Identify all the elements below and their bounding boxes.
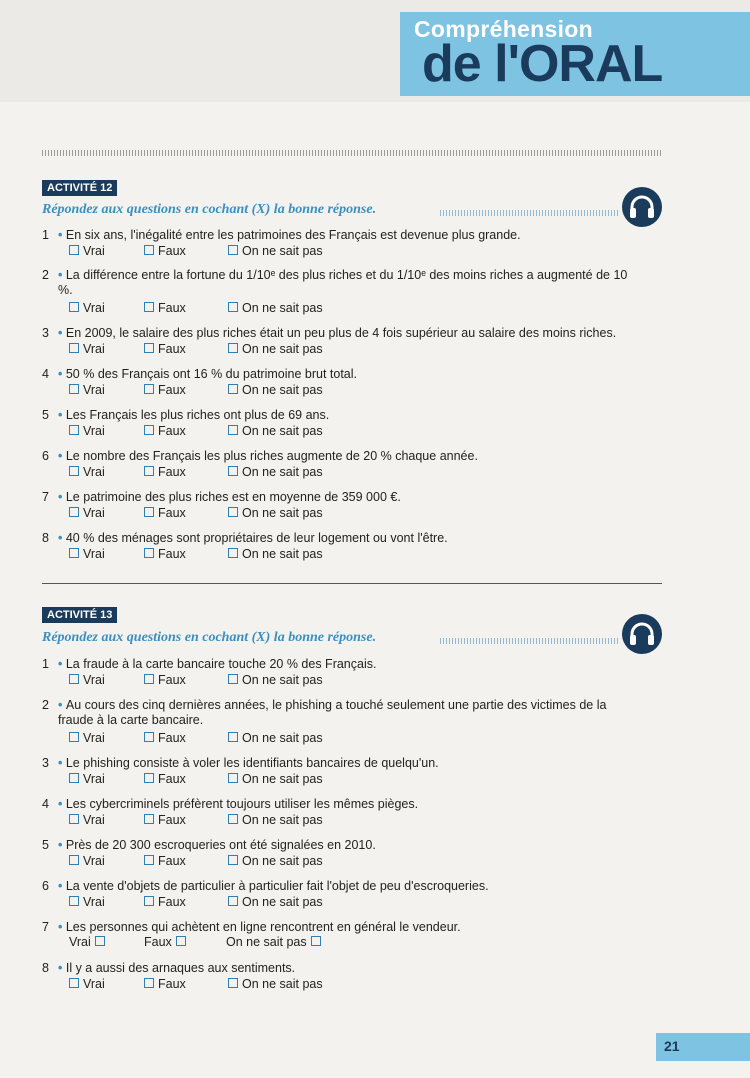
question-text	[58, 531, 633, 546]
question-text-content: Les cybercriminels préfèrent toujours utiliser les mêmes pièges.	[65, 797, 419, 811]
page-number: 21	[664, 1038, 680, 1054]
question-text	[58, 268, 633, 298]
activity-13-instruction: Répondez aux questions en cochant (X) la bonne réponse.	[42, 630, 377, 645]
question	[42, 879, 633, 894]
checkbox-icon[interactable]	[144, 466, 154, 476]
question	[42, 449, 633, 464]
top-divider	[42, 150, 662, 156]
checkbox-icon[interactable]	[228, 732, 238, 742]
option-nsp[interactable]	[228, 772, 323, 786]
section-separator	[42, 583, 662, 584]
checkbox-icon[interactable]	[144, 732, 154, 742]
option-vrai[interactable]	[69, 854, 105, 868]
option-faux[interactable]	[144, 895, 186, 909]
question-text	[58, 920, 633, 935]
option-nsp[interactable]	[228, 465, 323, 479]
option-label: Vrai	[83, 813, 105, 827]
option-faux[interactable]	[144, 935, 190, 949]
option-vrai[interactable]	[69, 301, 105, 315]
question-number: 5	[42, 838, 49, 852]
checkbox-icon[interactable]	[69, 425, 79, 435]
option-vrai[interactable]	[69, 342, 105, 356]
question	[42, 531, 633, 546]
checkbox-icon[interactable]	[69, 674, 79, 684]
option-nsp[interactable]	[228, 424, 323, 438]
checkbox-icon[interactable]	[228, 245, 238, 255]
option-nsp[interactable]	[228, 673, 323, 687]
bullet-dot: •	[58, 838, 66, 852]
option-faux[interactable]	[144, 977, 186, 991]
question-text-content: Le phishing consiste à voler les identifiants bancaires de quelqu'un.	[65, 756, 439, 770]
option-label: Faux	[158, 854, 186, 868]
option-label: On ne sait pas	[242, 383, 323, 397]
question-number: 7	[42, 920, 49, 934]
option-label: Faux	[158, 977, 186, 991]
option-label: Vrai	[83, 506, 105, 520]
question-number: 8	[42, 961, 49, 975]
question	[42, 920, 633, 935]
option-vrai[interactable]	[69, 424, 105, 438]
checkbox-icon[interactable]	[228, 978, 238, 988]
option-label: On ne sait pas	[242, 342, 323, 356]
option-label: Vrai	[69, 935, 91, 949]
option-label: Vrai	[83, 424, 105, 438]
bullet-dot: •	[58, 408, 66, 422]
checkbox-icon[interactable]	[228, 384, 238, 394]
option-label: Faux	[158, 383, 186, 397]
question-number: 3	[42, 326, 49, 340]
checkbox-icon[interactable]	[69, 978, 79, 988]
question-text-content: Le patrimoine des plus riches est en moyenne de 359 000 €.	[65, 490, 401, 504]
option-label: Vrai	[83, 547, 105, 561]
checkbox-icon[interactable]	[144, 896, 154, 906]
bullet-dot: •	[58, 268, 66, 282]
checkbox-icon[interactable]	[144, 773, 154, 783]
option-faux[interactable]	[144, 342, 186, 356]
checkbox-icon[interactable]	[69, 814, 79, 824]
checkbox-icon[interactable]	[69, 548, 79, 558]
question-text-content: En 2009, le salaire des plus riches était un peu plus de 4 fois supérieur au salaire des moins riches.	[65, 326, 617, 340]
option-faux[interactable]	[144, 673, 186, 687]
option-label: Vrai	[83, 731, 105, 745]
checkbox-icon[interactable]	[228, 548, 238, 558]
bullet-dot: •	[58, 326, 66, 340]
question-text-content: En six ans, l'inégalité entre les patrimoines des Français est devenue plus grande.	[65, 228, 521, 242]
option-vrai[interactable]	[69, 673, 105, 687]
question-text	[58, 326, 633, 341]
option-vrai[interactable]	[69, 731, 105, 745]
option-faux[interactable]	[144, 301, 186, 315]
question-number: 4	[42, 797, 49, 811]
checkbox-icon[interactable]	[311, 936, 321, 946]
question-text-content: Près de 20 300 escroqueries ont été signalées en 2010.	[65, 838, 376, 852]
option-label: On ne sait pas	[242, 673, 323, 687]
checkbox-icon[interactable]	[144, 548, 154, 558]
option-nsp[interactable]	[228, 813, 323, 827]
checkbox-icon[interactable]	[144, 814, 154, 824]
question	[42, 228, 633, 243]
checkbox-icon[interactable]	[144, 855, 154, 865]
option-label: Vrai	[83, 244, 105, 258]
question-text	[58, 961, 633, 976]
checkbox-icon[interactable]	[144, 425, 154, 435]
instruction-hatch	[440, 638, 618, 644]
option-label: Faux	[158, 813, 186, 827]
option-label: Faux	[158, 465, 186, 479]
question-number: 8	[42, 531, 49, 545]
option-label: Faux	[158, 301, 186, 315]
question-text-content: 40 % des ménages sont propriétaires de leur logement ou vont l'être.	[65, 531, 448, 545]
question-text-content: La fraude à la carte bancaire touche 20 % des Français.	[65, 657, 377, 671]
option-nsp[interactable]	[228, 301, 323, 315]
option-nsp[interactable]	[228, 506, 323, 520]
option-label: Vrai	[83, 465, 105, 479]
question	[42, 326, 633, 341]
question-text	[58, 657, 633, 672]
question-text	[58, 698, 633, 728]
checkbox-icon[interactable]	[69, 896, 79, 906]
option-label: Vrai	[83, 301, 105, 315]
question-text-content: Le nombre des Français les plus riches augmente de 20 % chaque année.	[65, 449, 478, 463]
headphones-icon	[622, 187, 662, 227]
question	[42, 756, 633, 771]
bullet-dot: •	[58, 920, 66, 934]
option-faux[interactable]	[144, 506, 186, 520]
checkbox-icon[interactable]	[144, 384, 154, 394]
option-vrai[interactable]	[69, 465, 105, 479]
checkbox-icon[interactable]	[176, 936, 186, 946]
question	[42, 490, 633, 505]
question-number: 5	[42, 408, 49, 422]
checkbox-icon[interactable]	[228, 343, 238, 353]
activity-12-label: ACTIVITÉ 12	[42, 180, 117, 196]
checkbox-icon[interactable]	[228, 773, 238, 783]
question-text	[58, 228, 633, 243]
question	[42, 408, 633, 423]
option-label: Faux	[158, 506, 186, 520]
option-faux[interactable]	[144, 813, 186, 827]
option-label: Vrai	[83, 772, 105, 786]
option-faux[interactable]	[144, 383, 186, 397]
option-label: On ne sait pas	[242, 301, 323, 315]
question-number: 1	[42, 228, 49, 242]
option-label: Faux	[158, 547, 186, 561]
bullet-dot: •	[58, 657, 66, 671]
option-label: On ne sait pas	[242, 977, 323, 991]
question-text	[58, 879, 633, 894]
question-text-content: Les Français les plus riches ont plus de 69 ans.	[65, 408, 330, 422]
question	[42, 961, 633, 976]
headphones-icon	[622, 614, 662, 654]
option-label: On ne sait pas	[226, 935, 307, 949]
option-label: On ne sait pas	[242, 813, 323, 827]
question-number: 4	[42, 367, 49, 381]
option-nsp[interactable]	[226, 935, 325, 949]
checkbox-icon[interactable]	[144, 343, 154, 353]
checkbox-icon[interactable]	[144, 674, 154, 684]
option-faux[interactable]	[144, 547, 186, 561]
option-faux[interactable]	[144, 465, 186, 479]
option-label: Vrai	[83, 977, 105, 991]
option-label: Faux	[158, 424, 186, 438]
bullet-dot: •	[58, 797, 66, 811]
checkbox-icon[interactable]	[228, 855, 238, 865]
question-text	[58, 490, 633, 505]
option-label: Faux	[158, 895, 186, 909]
question-number: 7	[42, 490, 49, 504]
instruction-hatch	[440, 210, 618, 216]
page-number-tab	[656, 1033, 750, 1061]
checkbox-icon[interactable]	[228, 466, 238, 476]
question	[42, 698, 633, 728]
option-vrai[interactable]	[69, 977, 105, 991]
question-text-content: Les personnes qui achètent en ligne rencontrent en général le vendeur.	[65, 920, 461, 934]
activity-13-label: ACTIVITÉ 13	[42, 607, 117, 623]
header-title-line1: Compréhension	[414, 16, 593, 42]
checkbox-icon[interactable]	[69, 302, 79, 312]
checkbox-icon[interactable]	[69, 732, 79, 742]
checkbox-icon[interactable]	[144, 245, 154, 255]
option-nsp[interactable]	[228, 383, 323, 397]
option-label: Faux	[158, 772, 186, 786]
question-number: 1	[42, 657, 49, 671]
checkbox-icon[interactable]	[228, 896, 238, 906]
question-text	[58, 408, 633, 423]
question-text-content: Au cours des cinq dernières années, le phishing a touché seulement une partie des victimes de la fraude à la carte bancaire.	[58, 698, 607, 727]
header-title-line2: de l'ORAL	[422, 35, 663, 93]
checkbox-icon[interactable]	[228, 425, 238, 435]
option-vrai[interactable]	[69, 895, 105, 909]
checkbox-icon[interactable]	[69, 384, 79, 394]
option-vrai[interactable]	[69, 772, 105, 786]
question-text	[58, 367, 633, 382]
option-nsp[interactable]	[228, 854, 323, 868]
option-vrai[interactable]	[69, 383, 105, 397]
question-number: 2	[42, 268, 49, 282]
checkbox-icon[interactable]	[144, 302, 154, 312]
option-label: On ne sait pas	[242, 424, 323, 438]
option-label: Faux	[158, 244, 186, 258]
checkbox-icon[interactable]	[228, 674, 238, 684]
option-label: On ne sait pas	[242, 895, 323, 909]
option-label: Vrai	[83, 673, 105, 687]
checkbox-icon[interactable]	[144, 507, 154, 517]
checkbox-icon[interactable]	[228, 302, 238, 312]
option-label: Faux	[158, 673, 186, 687]
question	[42, 268, 633, 298]
checkbox-icon[interactable]	[69, 466, 79, 476]
bullet-dot: •	[58, 961, 66, 975]
option-label: On ne sait pas	[242, 731, 323, 745]
option-vrai[interactable]	[69, 506, 105, 520]
bullet-dot: •	[58, 228, 66, 242]
option-nsp[interactable]	[228, 342, 323, 356]
option-faux[interactable]	[144, 731, 186, 745]
question	[42, 797, 633, 812]
option-nsp[interactable]	[228, 977, 323, 991]
checkbox-icon[interactable]	[144, 978, 154, 988]
question-text	[58, 756, 633, 771]
bullet-dot: •	[58, 367, 66, 381]
question-number: 6	[42, 449, 49, 463]
question-text	[58, 838, 633, 853]
question-number: 2	[42, 698, 49, 712]
checkbox-icon[interactable]	[69, 855, 79, 865]
question-text-content: La vente d'objets de particulier à particulier fait l'objet de peu d'escroqueries.	[65, 879, 489, 893]
option-label: Faux	[158, 342, 186, 356]
question	[42, 367, 633, 382]
checkbox-icon[interactable]	[69, 343, 79, 353]
option-faux[interactable]	[144, 854, 186, 868]
activity-12-instruction: Répondez aux questions en cochant (X) la bonne réponse.	[42, 202, 377, 217]
option-label: On ne sait pas	[242, 547, 323, 561]
bullet-dot: •	[58, 449, 66, 463]
option-label: On ne sait pas	[242, 772, 323, 786]
question-number: 3	[42, 756, 49, 770]
option-faux[interactable]	[144, 424, 186, 438]
question-number: 6	[42, 879, 49, 893]
option-label: On ne sait pas	[242, 854, 323, 868]
option-vrai[interactable]	[69, 813, 105, 827]
checkbox-icon[interactable]	[69, 507, 79, 517]
option-label: Faux	[144, 935, 172, 949]
bullet-dot: •	[58, 490, 66, 504]
option-label: Vrai	[83, 383, 105, 397]
bullet-dot: •	[58, 531, 66, 545]
option-label: Vrai	[83, 342, 105, 356]
question-text-content: La différence entre la fortune du 1/10ᵉ des plus riches et du 1/10ᵉ des moins riches a augmenté de 10 %.	[58, 268, 628, 297]
option-nsp[interactable]	[228, 547, 323, 561]
option-label: Faux	[158, 731, 186, 745]
bullet-dot: •	[58, 698, 66, 712]
option-nsp[interactable]	[228, 731, 323, 745]
bullet-dot: •	[58, 756, 66, 770]
option-vrai[interactable]	[69, 547, 105, 561]
question-text	[58, 449, 633, 464]
question-text	[58, 797, 633, 812]
option-label: On ne sait pas	[242, 244, 323, 258]
question-text-content: Il y a aussi des arnaques aux sentiments.	[65, 961, 296, 975]
option-nsp[interactable]	[228, 895, 323, 909]
checkbox-icon[interactable]	[69, 245, 79, 255]
option-vrai[interactable]	[69, 935, 109, 949]
option-nsp[interactable]	[228, 244, 323, 258]
option-faux[interactable]	[144, 772, 186, 786]
option-label: On ne sait pas	[242, 465, 323, 479]
option-vrai[interactable]	[69, 244, 105, 258]
option-faux[interactable]	[144, 244, 186, 258]
checkbox-icon[interactable]	[69, 773, 79, 783]
bullet-dot: •	[58, 879, 66, 893]
checkbox-icon[interactable]	[95, 936, 105, 946]
option-label: On ne sait pas	[242, 506, 323, 520]
question	[42, 838, 633, 853]
option-label: Vrai	[83, 854, 105, 868]
checkbox-icon[interactable]	[228, 814, 238, 824]
question-text-content: 50 % des Français ont 16 % du patrimoine brut total.	[65, 367, 357, 381]
option-label: Vrai	[83, 895, 105, 909]
question	[42, 657, 633, 672]
checkbox-icon[interactable]	[228, 507, 238, 517]
